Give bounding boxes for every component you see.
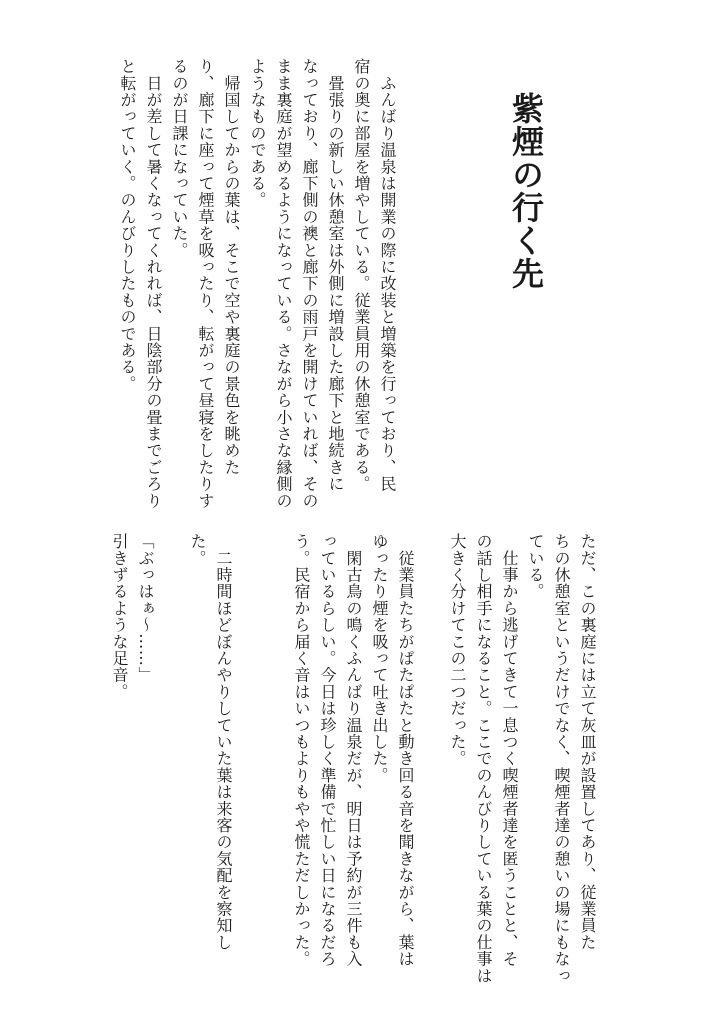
text-line: の話し相手になること。ここでのんびりしている葉の仕事は xyxy=(474,533,493,984)
text-line: 畳張りの新しい休憩室は外側に増設した廊下と地続きに xyxy=(326,58,345,493)
text-line: 大きく分けてこの二つだった。 xyxy=(448,533,467,767)
text-line: 宿の奥に部屋を増やしている。従業員用の休憩室である。 xyxy=(352,58,371,493)
page-title: 紫煙の行く先 xyxy=(507,92,545,290)
text-line: 仕事から逃げてきて一息つく喫煙者達を匿うことと、そ xyxy=(500,533,519,968)
text-line: と転がっていく。のんびりしたものである。 xyxy=(118,58,137,392)
text-line: ようなものである。 xyxy=(248,58,267,209)
text-line: 帰国してからの葉は、そこで空や裏庭の景色を眺めた xyxy=(222,58,241,476)
text-line: 「ぶっはぁ〜……」 xyxy=(136,533,155,684)
text-line: るのが日課になっていた。 xyxy=(170,58,189,259)
blank-line xyxy=(236,533,262,993)
text-line: う。民宿から届く音はいつもよりもやや慌ただしかった。 xyxy=(292,533,311,968)
text-line: り、廊下に座って煙草を吸ったり、転がって昼寝をしたりす xyxy=(196,58,215,509)
text-line: 従業員たちがぱたぱたと動き回る音を聞きながら、葉は xyxy=(396,533,415,968)
blank-line xyxy=(418,533,444,993)
text-line: た。 xyxy=(188,533,207,567)
text-block-top xyxy=(114,58,400,518)
text-line: っているらしい。今日は珍しく準備で忙しい日になるだろ xyxy=(318,533,337,968)
blank-line xyxy=(262,533,288,993)
blank-line xyxy=(158,533,184,993)
text-block-bottom xyxy=(106,533,600,993)
text-line: ている。 xyxy=(526,533,545,600)
text-line: 二時間ほどぼんやりしていた葉は来客の気配を察知し xyxy=(214,533,233,951)
text-line: 閑古鳥の鳴くふんばり温泉だが、明日は予約が三件も入 xyxy=(344,533,363,968)
text-line: ちの休憩室というだけでなく、喫煙者達の憩いの場にもなっ xyxy=(552,533,571,984)
text-line: 引きずるような足音。 xyxy=(110,533,129,700)
text-line: ただ、この裏庭には立て灰皿が設置してあり、従業員た xyxy=(578,533,597,951)
text-line: ゆったり煙を吸って吐き出した。 xyxy=(370,533,389,784)
text-line: まま裏庭が望めるようになっている。さながら小さな縁側の xyxy=(274,58,293,509)
text-line: ふんばり温泉は開業の際に改装と増築を行っており、民 xyxy=(378,58,397,493)
text-line: なっており、廊下側の襖と廊下の雨戸を開けていれば、その xyxy=(300,58,319,509)
text-line: 日が差して暑くなってくれれば、日陰部分の畳までごろり xyxy=(144,58,163,509)
